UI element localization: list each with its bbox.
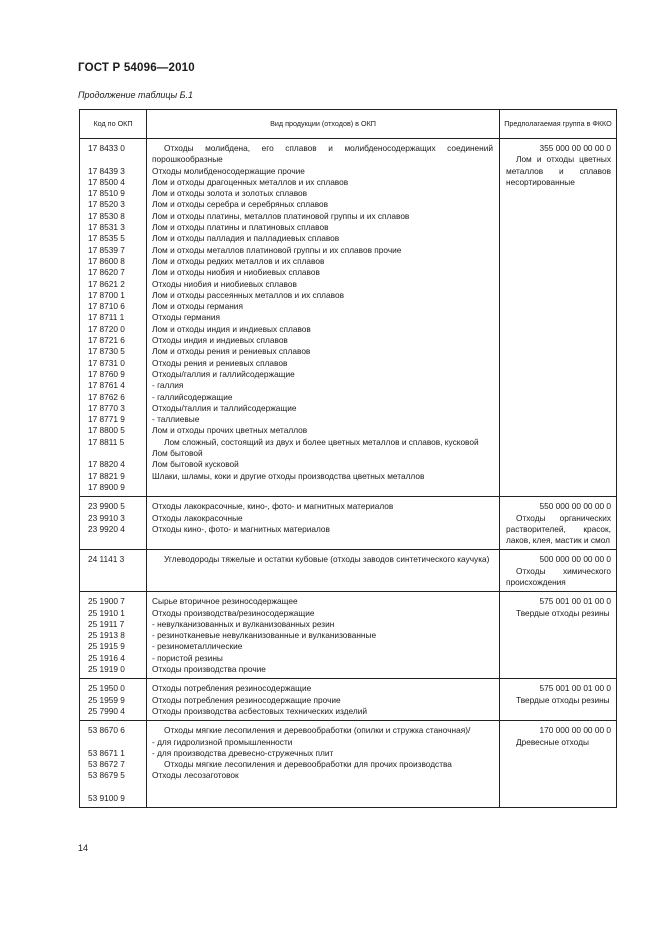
product-name-cell [147, 721, 500, 808]
table-row [80, 497, 617, 550]
product-name: Лом и отходы индия и индиевых сплавов [152, 323, 311, 334]
product-name: Отходы лакокрасочные, кино-, фото- и магнитных материалов [152, 501, 394, 512]
okp-code: 17 8531 3 [88, 222, 125, 233]
product-name: Отходы ниобия и ниобиевых сплавов [152, 278, 297, 289]
okp-code: 25 1950 0 [88, 683, 125, 694]
okp-code: 17 8721 6 [88, 335, 125, 346]
okp-code: 25 1959 9 [88, 694, 125, 705]
okp-code: 17 8500 4 [88, 176, 125, 187]
fkko-group-cell [500, 139, 617, 497]
product-name: Отходы индия и индиевых сплавов [152, 335, 288, 346]
okp-code: 25 1919 0 [88, 664, 125, 675]
okp-code: 24 1141 3 [88, 554, 125, 565]
fkko-group-code: 500 000 00 00 00 0 [539, 554, 611, 565]
table-row [80, 592, 617, 679]
table-row [80, 679, 617, 721]
header-product-type: Вид продукции (отходов) в ОКП [147, 110, 500, 139]
okp-code: 17 8800 5 [88, 425, 125, 436]
product-name: Лом и отходы металлов платиновой группы и их сплавов прочие [152, 244, 402, 255]
product-name: Лом и отходы ниобия и ниобиевых сплавов [152, 267, 320, 278]
okp-code: 17 8720 0 [88, 323, 125, 334]
okp-code: 17 8820 4 [88, 459, 125, 470]
okp-code: 25 1913 8 [88, 630, 125, 641]
product-name: - резинометаллические [152, 641, 243, 652]
fkko-group-cell [500, 721, 617, 808]
fkko-group-name: Твердые отходы резины [516, 694, 610, 705]
product-name: Лом сложный, состоящий из двух и более цветных металлов и сплавов, кусковой [164, 436, 479, 447]
product-name: Отходы мягкие лесопиления и деревообработки для прочих производства [164, 759, 452, 770]
okp-code: 17 8621 2 [88, 278, 125, 289]
fkko-group-name: Твердые отходы резины [516, 607, 610, 618]
fkko-group-name: Древесные отходы [516, 736, 589, 747]
fkko-group-code: 575 001 00 01 00 0 [539, 596, 611, 607]
okp-code: 25 1900 7 [88, 596, 125, 607]
fkko-group-code: 355 000 00 00 00 0 [539, 143, 611, 153]
table-row [80, 721, 617, 808]
product-name: Отходы потребления резиносодержащие [152, 683, 312, 694]
okp-code: 17 8620 7 [88, 267, 125, 278]
okp-code: 25 1911 7 [88, 618, 125, 629]
okp-code: 53 8679 5 [88, 770, 125, 781]
product-name: Лом и отходы германия [152, 301, 243, 312]
okp-code: 25 7990 4 [88, 705, 125, 716]
okp-code: 17 8711 1 [88, 312, 125, 323]
okp-code: 17 8600 8 [88, 255, 125, 266]
okp-code: 17 8761 4 [88, 380, 125, 391]
product-name: Лом и отходы драгоценных металлов и их сплавов [152, 176, 349, 187]
okp-code-cell [80, 497, 147, 550]
product-name: Лом бытовой кусковой [152, 459, 239, 470]
product-name: Отходы лакокрасочные [152, 512, 243, 523]
product-name: Отходы германия [152, 312, 220, 323]
product-name: Отходы/таллия и таллийсодержащие [152, 402, 297, 413]
product-name: - пористой резины [152, 652, 223, 663]
product-name: - невулканизованных и вулканизованных резин [152, 618, 335, 629]
okp-code: 53 9100 9 [88, 793, 125, 804]
product-name: - резинотканевые невулканизованные и вулканизованные [152, 630, 377, 641]
product-name: Отходы производства прочие [152, 664, 266, 675]
okp-code: 17 8539 7 [88, 244, 125, 255]
fkko-group-name: Отходы химического происхождения [506, 565, 611, 587]
fkko-group-cell [500, 592, 617, 679]
table-row [80, 550, 617, 592]
okp-code: 17 8900 9 [88, 481, 125, 492]
product-name: Лом и отходы серебра и серебряных сплавов [152, 199, 329, 210]
okp-code: 17 8731 0 [88, 357, 125, 368]
table-body [80, 139, 617, 808]
product-name-cell [147, 139, 500, 497]
product-name: Лом и отходы палладия и палладиевых сплавов [152, 233, 340, 244]
okp-code: 53 8670 6 [88, 725, 125, 736]
okp-code: 25 1915 9 [88, 641, 125, 652]
okp-code-cell [80, 592, 147, 679]
product-name: Лом и отходы прочих цветных металлов [152, 425, 308, 436]
product-name-cell [147, 550, 500, 592]
fkko-group-cell [500, 550, 617, 592]
fkko-group-cell [500, 679, 617, 721]
product-name: Отходы молибдена, его сплавов и молибденосодержащих соединений порошкообразные [152, 143, 493, 165]
table-row [80, 139, 617, 497]
product-name: Лом бытовой [152, 448, 203, 459]
okp-code: 17 8700 1 [88, 289, 125, 300]
table-continuation-caption: Продолжение таблицы Б.1 [78, 90, 194, 100]
okp-code: 23 9920 4 [88, 523, 125, 534]
okp-code: 17 8510 9 [88, 188, 125, 199]
okp-code: 17 8730 5 [88, 346, 125, 357]
product-name: Лом и отходы редких металлов и их сплавов [152, 255, 325, 266]
okp-code: 17 8762 6 [88, 391, 125, 402]
okp-code: 17 8811 5 [88, 436, 125, 447]
product-name-cell [147, 679, 500, 721]
okp-code-cell [80, 139, 147, 497]
product-name: Отходы кино-, фото- и магнитных материалов [152, 523, 330, 534]
product-name: Лом и отходы платины, металлов платиновой группы и их сплавов [152, 210, 410, 221]
header-fkko-group: Предполагаемая группа в ФККО [500, 110, 617, 139]
product-name: Отходы потребления резиносодержащие прочие [152, 694, 341, 705]
product-name: - для гидролизной промышленности [152, 736, 293, 747]
fkko-group-code: 170 000 00 00 00 0 [539, 725, 611, 736]
okp-code-cell [80, 721, 147, 808]
okp-code: 23 9910 3 [88, 512, 125, 523]
product-name: Отходы/галлия и галлийсодержащие [152, 368, 295, 379]
okp-code: 53 8672 7 [88, 759, 125, 770]
okp-code: 17 8439 3 [88, 165, 125, 176]
okp-code: 25 1910 1 [88, 607, 125, 618]
product-name: - галлия [152, 380, 184, 391]
product-name: Лом и отходы рассеянных металлов и их сплавов [152, 289, 344, 300]
document-title: ГОСТ Р 54096—2010 [78, 62, 195, 74]
okp-code: 17 8771 9 [88, 414, 125, 425]
product-name: Отходы производства асбестовых технических изделий [152, 705, 367, 716]
product-name: Отходы производства/резиносодержащие [152, 607, 315, 618]
okp-code: 17 8770 3 [88, 402, 125, 413]
product-name: Отходы молибденосодержащие прочие [152, 165, 305, 176]
okp-code: 17 8433 0 [88, 143, 125, 153]
okp-code-cell [80, 679, 147, 721]
fkko-group-code: 575 001 00 01 00 0 [539, 683, 611, 694]
fkko-group-name: Отходы органических растворителей, красок, лаков, клея, мастик и смол [506, 512, 611, 546]
table-header-row [80, 110, 617, 139]
fkko-group-cell [500, 497, 617, 550]
product-name: Лом и отходы рения и рениевых сплавов [152, 346, 311, 357]
product-name: - галлийсодержащие [152, 391, 233, 402]
okp-code: 17 8530 8 [88, 210, 125, 221]
product-name: Углеводороды тяжелые и остатки кубовые (отходы заводов синтетического каучука) [164, 554, 490, 565]
product-name: Отходы лесозаготовок [152, 770, 239, 781]
okp-code: 17 8710 6 [88, 301, 125, 312]
okp-code: 25 1916 4 [88, 652, 125, 663]
page-number: 14 [78, 843, 89, 853]
product-name: Сырье вторичное резиносодержащее [152, 596, 298, 607]
fkko-group-name: Лом и отходы цветных металлов и сплавов несортированные [506, 154, 611, 187]
okp-code: 23 9900 5 [88, 501, 125, 512]
product-name: - для производства древесно-стружечных плит [152, 747, 334, 758]
product-name: Лом и отходы золота и золотых сплавов [152, 188, 308, 199]
okp-code: 17 8520 3 [88, 199, 125, 210]
product-name-cell [147, 497, 500, 550]
product-name: - таллиевые [152, 414, 200, 425]
okp-code: 17 8821 9 [88, 470, 125, 481]
okp-code-cell [80, 550, 147, 592]
okp-code: 17 8760 9 [88, 368, 125, 379]
okp-code: 17 8535 5 [88, 233, 125, 244]
product-name: Отходы рения и рениевых сплавов [152, 357, 288, 368]
product-name: Шлаки, шламы, коки и другие отходы производства цветных металлов [152, 470, 425, 481]
waste-classification-table [79, 109, 617, 808]
product-name: Лом и отходы платины и платиновых сплавов [152, 222, 329, 233]
header-okp-code: Код по ОКП [80, 110, 147, 139]
okp-code: 53 8671 1 [88, 747, 125, 758]
product-name-cell [147, 592, 500, 679]
fkko-group-code: 550 000 00 00 00 0 [539, 501, 611, 512]
product-name: Отходы мягкие лесопиления и деревообработки (опилки и стружка станочная)/ [164, 725, 471, 736]
